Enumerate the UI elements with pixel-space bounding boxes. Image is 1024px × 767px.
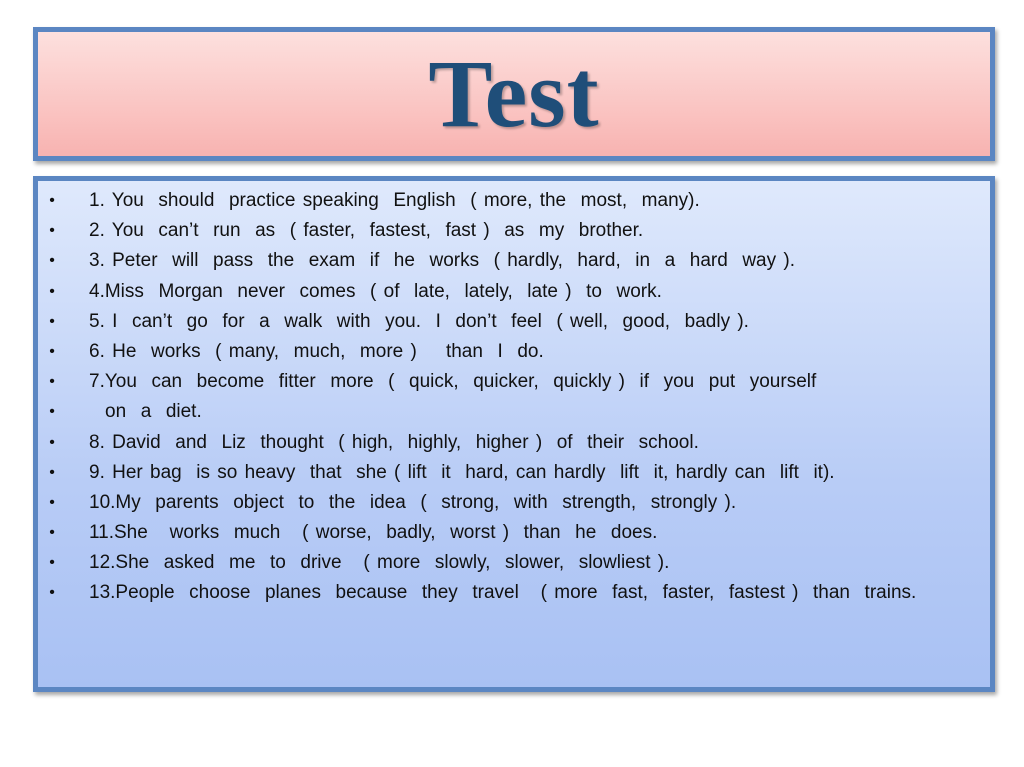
bullet-icon: • xyxy=(49,433,55,451)
question-text: 10.My parents object to the idea ( strong, with strength, strongly ). xyxy=(89,491,737,513)
question-text: 4.Miss Morgan never comes ( of late, lately, late ) to work. xyxy=(89,280,662,302)
question-text: 7.You can become fitter more ( quick, quicker, quickly ) if you put yourself xyxy=(89,371,817,393)
question-text: 5. I can’t go for a walk with you. I don’t feel ( well, good, badly ). xyxy=(89,310,749,332)
bullet-icon: • xyxy=(49,282,55,300)
question-text: on a diet. xyxy=(105,401,202,423)
bullet-icon: • xyxy=(49,554,55,572)
question-text: 8. David and Liz thought ( high, highly, higher ) of their school. xyxy=(89,431,699,453)
bullet-icon: • xyxy=(49,524,55,542)
question-text: 11.She works much ( worse, badly, worst ) than he does. xyxy=(89,522,658,544)
question-text: 13.People choose planes because they travel ( more fast, faster, fastest ) than trains. xyxy=(89,582,917,604)
question-text: 3. Peter will pass the exam if he works ( hardly, hard, in a hard way ). xyxy=(89,250,796,272)
question-text: 2. You can’t run as ( faster, fastest, fast ) as my brother. xyxy=(89,220,644,242)
title-banner xyxy=(33,27,995,161)
bullet-icon: • xyxy=(49,463,55,481)
bullet-icon: • xyxy=(49,312,55,330)
bullet-icon: • xyxy=(49,403,55,421)
question-text: 1. You should practice speaking English ( more, the most, many). xyxy=(89,190,700,211)
bullet-icon: • xyxy=(49,252,55,270)
bullet-icon: • xyxy=(49,584,55,602)
bullet-icon: • xyxy=(49,373,55,391)
bullet-icon: • xyxy=(49,493,55,511)
bullet-icon: • xyxy=(49,342,55,360)
content-panel xyxy=(33,176,995,692)
slide-title: Test xyxy=(428,40,600,147)
question-text: 6. He works ( many, much, more ) than I do. xyxy=(89,340,544,362)
question-text: 12.She asked me to drive ( more slowly, slower, slowliest ). xyxy=(89,552,670,574)
bullet-icon: • xyxy=(49,222,55,240)
question-text: 9. Her bag is so heavy that she ( lift it hard, can hardly lift it, hardly can lift it). xyxy=(89,461,835,483)
bullet-icon: • xyxy=(49,192,55,209)
